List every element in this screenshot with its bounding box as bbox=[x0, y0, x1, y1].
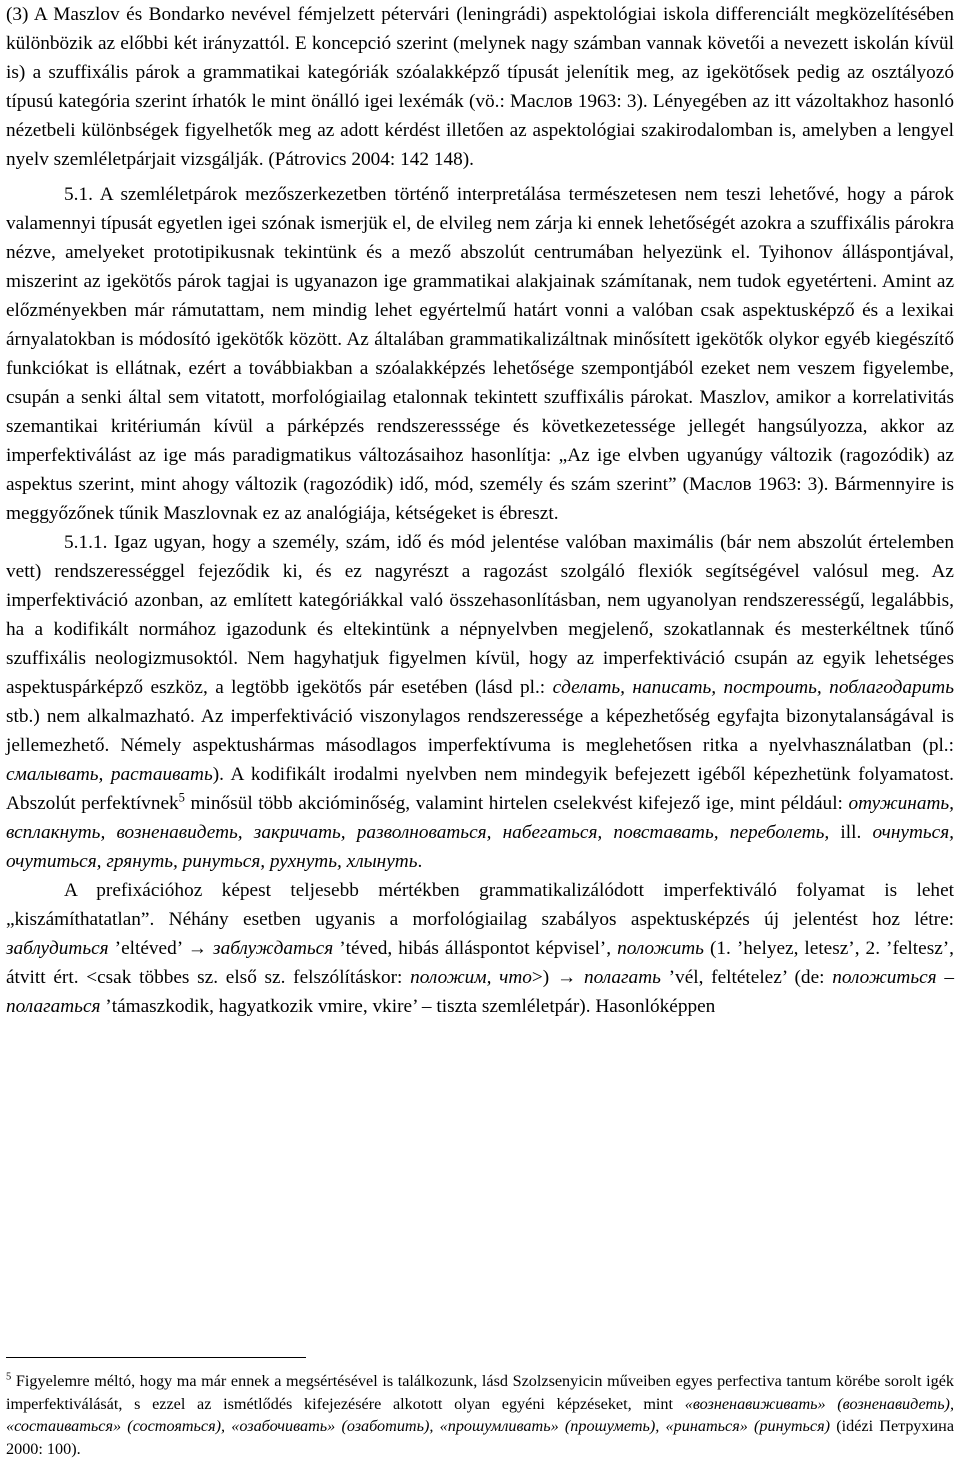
russian-example: положиться – полагаться bbox=[6, 967, 954, 1017]
footnote-reference[interactable]: 5 bbox=[178, 790, 185, 805]
russian-example: полагать bbox=[583, 967, 661, 988]
russian-examples: смалывать, растаивать bbox=[6, 764, 213, 785]
russian-example: положить bbox=[617, 938, 704, 959]
russian-examples: отужинать, всплакнуть, возненавидеть, закричать, разволноваться, набегаться, повставать, переболеть, bbox=[6, 793, 954, 843]
russian-examples: сделать, написать, построить, поблагодарить bbox=[552, 677, 954, 698]
paragraph-prefixation: A prefixációhoz képest teljesebb mértékben grammatikalizálódott imperfektiváló folyamat is lehet „kiszámíthatatlan”. Néhány esetben ugyanis a morfológiailag szabályos aspektusképzés új jelentést hoz létre: заблудиться ’eltéved’ → заблуждаться ’téved, hibás álláspontot képvisel’, положить (1. ’helyez, letesz’, 2. ’feltesz’, átvitt ért. <csak többes sz. első sz. felszólításkor: положим, что>) → полагать ’vél, feltételez’ (de: положиться – полагаться ’támaszkodik, hagyatkozik vmire, vkire’ – tiszta szemléletpár). Hasonlóképpen bbox=[6, 880, 954, 1017]
russian-example: положим, что bbox=[410, 967, 532, 988]
russian-examples: очнуться, очутиться, грянуть, ринуться, рухнуть, хлынуть bbox=[6, 822, 954, 872]
footnote-text: $^5$ Figyelemre méltó, hogy ma már ennek a megsértésével is találkozunk, lásd Szolzsenyicin műveiben egyes perfectiva tantum körébe sorolt igék imperfektiválását, s ezzel az ismétlődés kifejezésére alkotott olyan egyéni képzéseket, mint «возненавиживать» (возненавидеть), «состаиваться» (состояться), «озабочивать» (озаботить), «прошумливать» (прошуметь), «ринаться» (ринуться) (idézi Петрухина 2000: 100). bbox=[6, 1371, 955, 1458]
body-text bbox=[6, 0, 954, 1021]
russian-examples: «возненавиживать» (возненавидеть), «состаиваться» (состояться), «озабочивать» (озаботить), «прошумливать» (прошуметь), «ринаться» (ринуться) bbox=[6, 1394, 954, 1436]
footnote-number: 5 bbox=[6, 1371, 12, 1383]
paragraph-aspectology-schools: (3) A Maszlov és Bondarko nevével fémjelzett pétervári (leningrádi) aspektológiai iskola differenciált megközelítésében különbözik az előbbi két irányzattól. E koncepció szerint (melynek nagy számban vannak követői a nevezett iskolán kívül is) a szuffixális párok a grammatikai kategóriák szóalakképző típusát jelenítik meg, az igekötősek pedig az osztályozó típusú kategória szerint írhatók le mint önálló igei lexémák (vö.: Маслов 1963: 3). Lényegében az itt vázoltakhoz hasonló nézetbeli különbségek figyelhetők meg az adott kérdést illetően az aspektológiai szakirodalomban is, amelyben a lengyel nyelv szemléletpárjait vizsgálják. (Pátrovics 2004: 142 148). bbox=[6, 4, 954, 170]
document-page bbox=[6, 0, 954, 1021]
footnote-separator bbox=[6, 1357, 306, 1358]
russian-example: заблуждаться bbox=[213, 938, 334, 959]
paragraph-5-1-1: 5.1.1. Igaz ugyan, hogy a személy, szám, idő és mód jelentése valóban maximális (bár nem abszolút értelemben vett) rendszerességgel fejeződik ki, és ez nagyrészt a ragozást szolgáló flexiók segítségével valósul meg. Az imperfektiváció azonban, az említett kategóriákkal való összehasonlításban, nem ugyanolyan rendszerességű, legalábbis, ha a kodifikált normához igazodunk és eltekintünk a népnyelvben megjelenő, szokatlannak és mesterkéltnek tűnő szuffixális neologizmusoktól. Nem hagyhatjuk figyelmen kívül, hogy az imperfektiváció csupán az egyik lehetséges aspektuspárképző eszköz, a legtöbb igekötős pár esetében (lásd pl.: сделать, написать, построить, поблагодарить stb.) nem alkalmazható. Az imperfektiváció viszonylagos rendszeressége a képezhetőség egyfajta bizonytalanságával is jellemezhető. Némely aspektushármas másodlagos imperfektívuma is meglehetősen ritka a nyelvhasználatban (pl.: смалывать, растаивать). A kodifikált irodalmi nyelvben nem mindegyik befejezett igéből képezhetünk folyamatost. Abszolút perfektívnek$^5$ minősül több akcióminőség, valamint hirtelen cselekvést kifejező ige, mint például: отужинать, всплакнуть, возненавидеть, закричать, разволноваться, набегаться, повставать, переболеть, ill. очнуться, очутиться, грянуть, ринуться, рухнуть, хлынуть. bbox=[6, 532, 955, 872]
russian-example: заблудиться bbox=[6, 938, 109, 959]
paragraph-5-1: 5.1. A szemléletpárok mezőszerkezetben történő interpretálása természetesen nem teszi lehetővé, hogy a párok valamennyi típusát egyetlen igei szónak ismerjük el, de elvileg nem zárja ki ennek lehetőségét azokra a szuffixális párokra nézve, amelyeket prototipikusnak tekintünk és a mező abszolút centrumában helyezünk el. Tyihonov álláspontjával, miszerint az igekötős párok tagjai is ugyanazon ige grammatikai alakjainak számítanak, nem tudok egyetérteni. Amint az előzményekben már rámutattam, nem mindig lehet egyértelmű határt vonni a valóban csak aspektusképző és a lexikai árnyalatokban is módosító igekötők között. Az általában grammatikalizáltnak minősített igekötők olykor egyéb kiegészítő funkciókat is ellátnak, ezért a továbbiakban a szóalakképzés lehetősége szempontjából ezeket nem veszem figyelembe, csupán a senki által sem vitatott, morfológiailag etalonnak tekintett szuffixális párokat. Maszlov, amikor a korrelativitás szemantikai kritériumán kívül a párképzés rendszeresssége és következetessége jellegét hangsúlyozza, akkor az imperfektiválást az ige más paradigmatikus változásaihoz hasonlítja: „Az ige elvben ugyanúgy változik (ragozódik) az aspektus szerint, mint ahogy változik (ragozódik) idő, mód, személy és szám szerint” (Маслов 1963: 3). Bármennyire is meggyőzőnek tűnik Maszlovnak ez az analógiája, kétségeket is ébreszt. bbox=[6, 184, 954, 524]
footnote bbox=[6, 1370, 954, 1460]
